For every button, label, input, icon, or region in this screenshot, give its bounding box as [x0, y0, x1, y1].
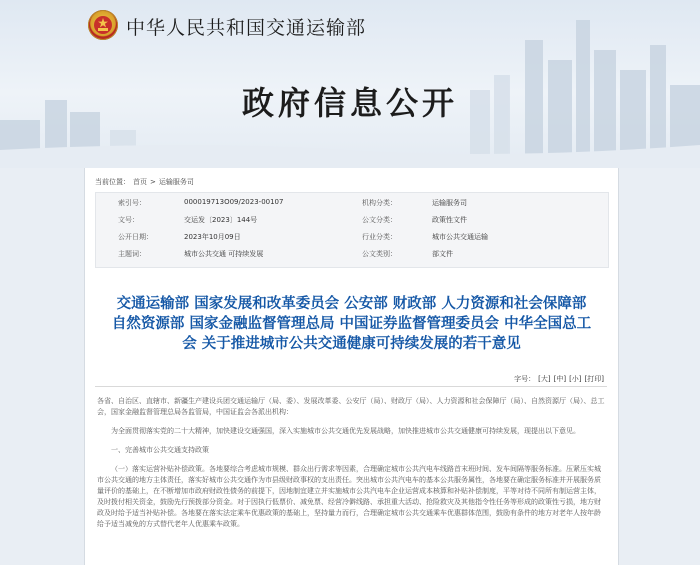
category-value: 政策性文件 [432, 216, 467, 224]
type-label: 公文类别： [362, 250, 397, 258]
category-label: 公文分类： [362, 216, 397, 224]
print-button[interactable]: [打印] [584, 375, 604, 383]
meta-row [96, 232, 608, 246]
page-title: 政府信息公开 [241, 84, 458, 122]
breadcrumb-department-link[interactable]: 运输服务司 [158, 178, 194, 186]
type-value: 部文件 [432, 250, 453, 258]
meta-row [96, 215, 608, 229]
meta-row [96, 198, 608, 212]
document-title-line: 自然资源部 国家金融监督管理总局 中国证券监督管理委员会 中华全国总工 [111, 316, 592, 332]
font-medium-button[interactable]: [中] [553, 375, 567, 383]
content-panel [84, 168, 619, 565]
font-size-label: 字号： [514, 375, 536, 383]
breadcrumb-separator: > [150, 178, 156, 186]
header-banner [0, 0, 700, 168]
industry-value: 城市公共交通运输 [432, 233, 488, 241]
site-name[interactable]: 中华人民共和国交通运输部 [126, 17, 367, 39]
breadcrumb-label: 当前位置： [95, 178, 130, 186]
docno-value: 交运发〔2023〕144号 [184, 216, 258, 224]
document-title-line: 会 关于推进城市公共交通健康可持续发展的若干意见 [182, 336, 521, 352]
date-label: 公开日期： [118, 233, 153, 241]
body-paragraph: （一）落实运营补贴补偿政策。各地要综合考虑城市规模、群众出行需求等因素，合理确定城市公共汽电车线路首末班时间、发车间隔等服务标准。压紧压实城市公共交通的地方主体责任，落实好城市公共交通作为市县级财政事权的支出责任。突出城市公共汽电车的基本公共服务属性，各地要在确定服务标准并开展服务质量评价的基础上，在不断增加市政府财政性债务的前提下，因地制宜建立并实施城市公共汽电车企业运营成本核算和补贴补偿制度，平等对待不同所有制运营主体，及时拨付相关资金，鼓励先行预拨部分资金。对于因执行低票价、减免票、经营冷僻线路、承担重大活动、抢险救灾及其他指令性任务等形成的政策性亏损，地方财政及时给予适当补贴补偿。各地要在落实法定乘车优惠政策的基础上，坚持量力而行，合理确定城市公共交通乘车优惠群体范围，鼓励有条件的地方对老年人按年龄给予适当减免的方式替代老年人优惠乘车政策。 [97, 465, 601, 528]
font-size-controls [511, 374, 604, 384]
org-label: 机构分类： [362, 199, 397, 207]
index-value: 000019713O09/2023-00107 [184, 198, 284, 206]
index-label: 索引号： [118, 199, 146, 207]
docno-label: 文号： [118, 216, 139, 224]
document-body [97, 396, 605, 538]
date-value: 2023年10月09日 [184, 233, 241, 241]
subject-value: 城市公共交通 可持续发展 [184, 250, 264, 258]
font-large-button[interactable]: [大] [538, 375, 551, 383]
font-small-button[interactable]: [小] [569, 375, 582, 383]
section-heading: 一、完善城市公共交通支持政策 [111, 446, 209, 454]
subject-label: 主题词： [118, 250, 146, 258]
intro-paragraph: 为全面贯彻落实党的二十大精神，加快建设交通强国，深入实施城市公共交通优先发展战略，加快推进城市公共交通健康可持续发展，现提出以下意见。 [111, 427, 580, 435]
document-metadata-table [95, 192, 609, 268]
industry-label: 行业分类： [362, 233, 397, 241]
document-title [85, 294, 618, 354]
national-emblem-logo [88, 10, 118, 40]
breadcrumb [95, 177, 197, 187]
document-title-line: 交通运输部 国家发展和改革委员会 公安部 财政部 人力资源和社会保障部 [116, 296, 587, 312]
org-value: 运输服务司 [432, 199, 467, 207]
breadcrumb-home-link[interactable]: 首页 [133, 178, 147, 186]
addressee-paragraph: 各省、自治区、直辖市、新疆生产建设兵团交通运输厅（局、委）、发展改革委、公安厅（局）、财政厅（局）、人力资源和社会保障厅（局）、自然资源厅（局）、总工会，国家金融监督管理总局各监管局，中国证监会各派出机构： [97, 397, 605, 416]
meta-row [96, 249, 608, 263]
divider [95, 386, 607, 387]
